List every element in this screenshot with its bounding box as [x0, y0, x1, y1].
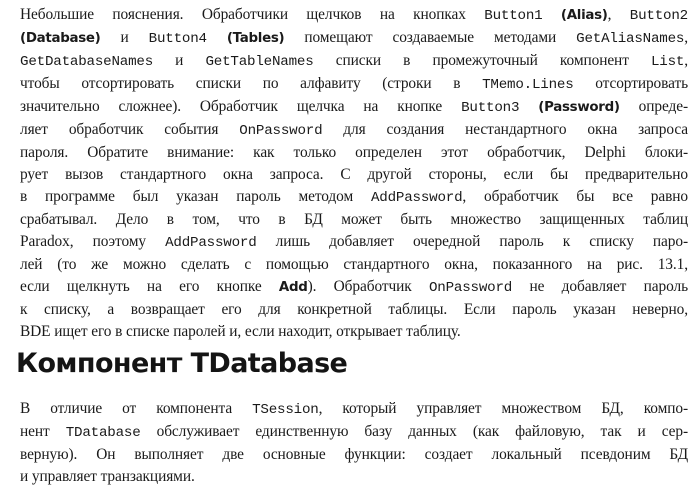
text-line — [20, 96, 688, 119]
text-run: списки в промежуточный компонент — [313, 52, 651, 69]
code-term: Button4 — [148, 31, 207, 47]
text-line — [20, 4, 688, 27]
text-run: к списку, а возвращает его для конкретной таблицы. Если пароль указан неверно, — [20, 301, 688, 318]
text-run: и — [100, 29, 149, 46]
text-line — [20, 299, 688, 321]
text-run: и — [153, 52, 206, 69]
text-run — [519, 98, 538, 115]
text-line — [20, 231, 688, 254]
text-line — [20, 119, 688, 142]
text-line — [20, 164, 688, 186]
code-term: AddPassword — [370, 190, 463, 206]
text-line — [20, 73, 688, 96]
text-run: ляет обработчик события — [20, 121, 240, 138]
text-run: лишь добавляет очередной пароль к списку паро- — [256, 233, 688, 250]
text-line — [20, 142, 688, 164]
text-run: , — [684, 29, 688, 46]
text-run: , — [607, 6, 630, 23]
code-term: GetTableNames — [205, 54, 314, 70]
text-line — [20, 466, 688, 488]
code-term: TSession — [252, 402, 319, 418]
code-term: Button3 — [461, 100, 520, 116]
text-run: обслуживает единственную базу данных (как файловую, так и сер- — [140, 423, 688, 440]
code-term: List — [650, 54, 685, 70]
text-run: опреде- — [619, 98, 688, 115]
text-line — [20, 398, 688, 421]
text-line — [20, 254, 688, 276]
text-line — [20, 186, 688, 209]
code-term: OnPassword — [428, 280, 513, 296]
paragraph-explanations — [20, 4, 688, 343]
text-run: , обработчик бы все равно — [462, 188, 689, 205]
section-heading: Компонент TDatabase — [16, 348, 348, 379]
text-line — [20, 209, 688, 231]
text-run: помещают создаваемые методами — [284, 29, 577, 46]
text-line — [20, 27, 688, 50]
text-line — [20, 50, 688, 73]
text-run: В отличие от компонента — [20, 400, 253, 417]
text-line — [20, 321, 688, 343]
text-run: ). Обработчик — [307, 278, 429, 295]
text-run: если щелкнуть на его кнопке — [20, 278, 279, 295]
text-run: в программе был указан пароль методом — [20, 188, 371, 205]
ui-label: (Password) — [538, 100, 620, 115]
text-run: нент — [20, 423, 66, 440]
paragraph-tdatabase-intro — [20, 398, 688, 488]
ui-label: (Tables) — [226, 31, 285, 46]
text-run: пароля. Обратите внимание: как только определен этот обработчик, Delphi блоки- — [20, 144, 688, 161]
code-term: AddPassword — [165, 235, 257, 251]
ui-label: Add — [278, 280, 308, 295]
text-run: для создания нестандартного окна запроса — [322, 121, 688, 138]
text-line — [20, 444, 688, 466]
text-run: чтобы отсортировать списки по алфавиту (строки в — [20, 75, 483, 92]
text-run: , который управляет множеством БД, компо- — [318, 400, 688, 417]
code-term: GetAliasNames — [576, 31, 685, 47]
code-term: TMemo.Lines — [482, 77, 574, 93]
text-run: лей (то же можно сделать с помощью стандартного окна, показанного на рис. 13.1, — [20, 256, 688, 273]
code-term: Button1 — [484, 8, 543, 24]
text-run: Paradox, поэтому — [20, 233, 166, 250]
text-run: значительно сложнее). Обработчик щелчка на кнопке — [20, 98, 462, 115]
code-term: GetDatabaseNames — [20, 54, 154, 70]
code-term: TDatabase — [65, 425, 141, 441]
text-run — [543, 6, 561, 23]
text-run: не добавляет пароль — [512, 278, 688, 295]
text-run: BDE ищет его в списке паролей и, если находит, открывает таблицу. — [20, 323, 461, 340]
text-line — [20, 276, 688, 299]
text-run — [207, 29, 227, 46]
ui-label: (Database) — [20, 31, 101, 46]
text-line — [20, 421, 688, 444]
text-run: верную). Он выполняет две основные функции: создает локальный псевдоним БД — [20, 446, 688, 463]
code-term: OnPassword — [239, 123, 323, 139]
text-run: отсортировать — [573, 75, 688, 92]
text-run: срабатывал. Дело в том, что в БД может быть множество защищенных таблиц — [20, 211, 688, 228]
ui-label: (Alias) — [560, 8, 608, 23]
text-run: и управляет транзакциями. — [20, 468, 195, 485]
text-run: Небольшие пояснения. Обработчики щелчков на кнопках — [20, 6, 485, 23]
code-term: Button2 — [629, 8, 688, 24]
text-run: , — [684, 52, 688, 69]
text-run: рует вызов стандартного окна запроса. С другой стороны, если бы предварительно — [20, 166, 688, 183]
